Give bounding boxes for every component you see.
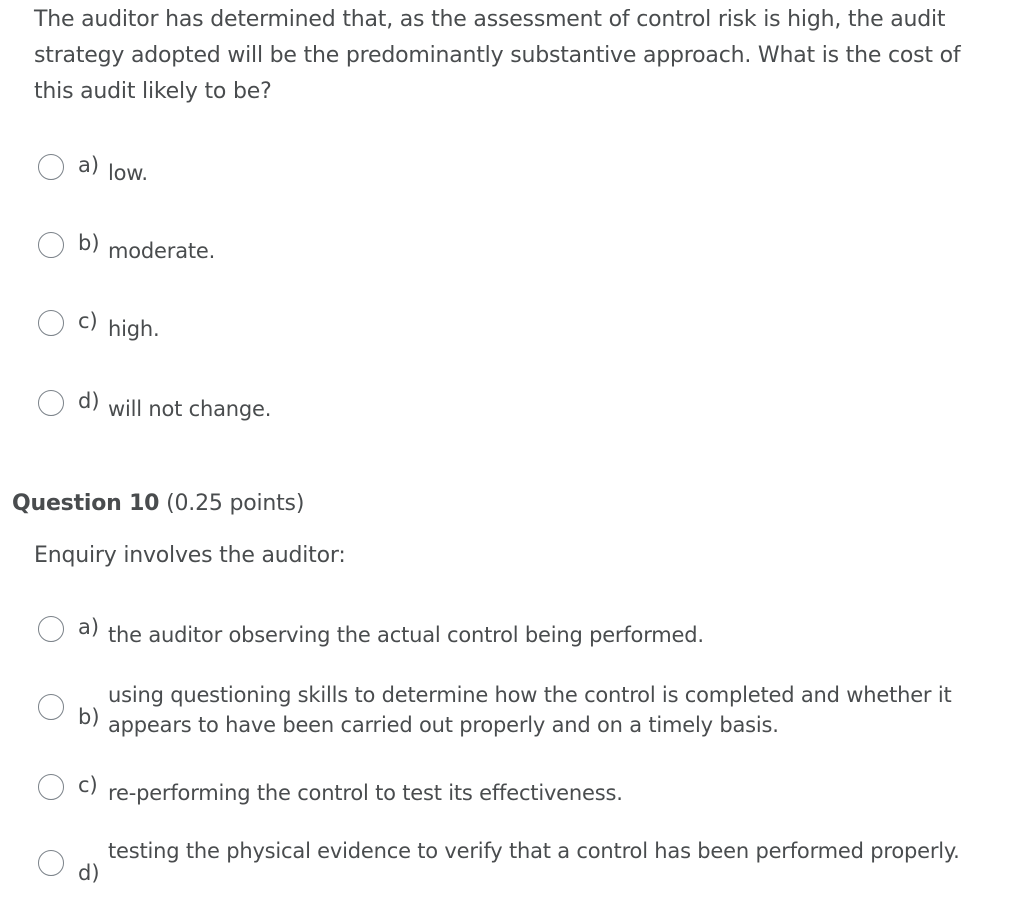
option-letter: a) (78, 615, 100, 639)
option-text: high. (108, 317, 160, 341)
radio-button[interactable] (38, 232, 64, 258)
question-points: (0.25 points) (166, 491, 305, 516)
q9-option-a[interactable] (38, 154, 998, 194)
question-9-stem: The auditor has determined that, as the assessment of control risk is high, the audit strategy adopted will be the predominantly substantive approach. What is the cost of this audit likely to be? (34, 7, 961, 104)
option-letter: b) (78, 705, 100, 729)
option-letter: b) (78, 231, 100, 255)
option-letter: c) (78, 773, 98, 797)
option-letter: c) (78, 309, 98, 333)
option-text: moderate. (108, 239, 216, 263)
option-letter: a) (78, 153, 100, 177)
option-text: the auditor observing the actual control being performed. (108, 623, 704, 647)
option-text: low. (108, 161, 148, 185)
option-text: re-performing the control to test its effectiveness. (108, 781, 623, 805)
q9-option-d[interactable] (38, 390, 998, 430)
option-letter: d) (78, 861, 100, 885)
question-10-header (12, 486, 304, 522)
q9-option-c[interactable] (38, 310, 998, 350)
q9-option-b[interactable] (38, 232, 998, 272)
option-letter: d) (78, 389, 100, 413)
radio-button[interactable] (38, 154, 64, 180)
radio-button[interactable] (38, 694, 64, 720)
q10-option-c[interactable] (38, 774, 998, 814)
q10-option-d[interactable] (38, 839, 998, 890)
radio-button[interactable] (38, 850, 64, 876)
radio-button[interactable] (38, 390, 64, 416)
option-text: will not change. (108, 397, 272, 421)
q10-option-b[interactable] (38, 683, 998, 737)
question-10-stem: Enquiry involves the auditor: (34, 543, 346, 568)
radio-button[interactable] (38, 774, 64, 800)
q10-option-a[interactable] (38, 616, 998, 656)
option-text: using questioning skills to determine how the control is completed and whether it appears to have been carried out properly and on a timely basis. (108, 683, 952, 737)
radio-button[interactable] (38, 616, 64, 642)
radio-button[interactable] (38, 310, 64, 336)
question-number: Question 10 (12, 491, 160, 516)
option-text: testing the physical evidence to verify that a control has been performed properly. (108, 839, 960, 863)
